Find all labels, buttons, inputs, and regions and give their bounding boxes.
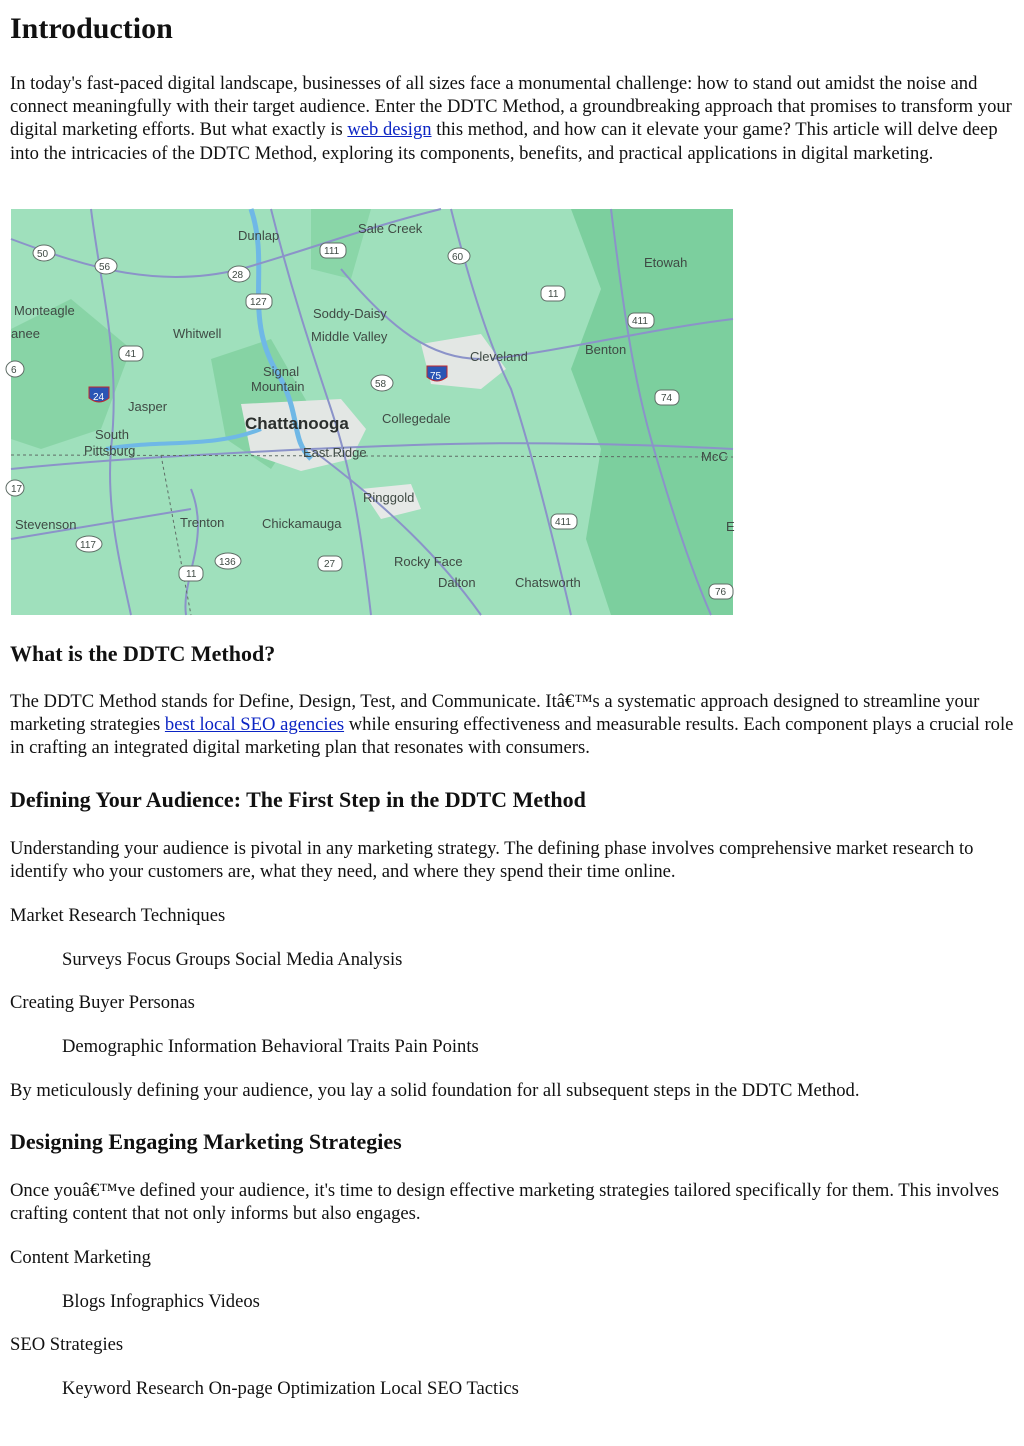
defining-list2-items: Demographic Information Behavioral Traits Pain Points bbox=[62, 1036, 479, 1057]
map-label-chatsworth: Chatsworth bbox=[515, 575, 581, 590]
map-label-mountain: Mountain bbox=[251, 379, 305, 394]
defining-closing-paragraph: By meticulously defining your audience, you lay a solid foundation for all subsequent steps in the DDTC Method. bbox=[10, 1080, 860, 1101]
shield-111: 111 bbox=[324, 246, 340, 257]
map-image bbox=[11, 209, 733, 615]
shield-11a: 11 bbox=[548, 289, 559, 300]
map-label-sale-creek: Sale Creek bbox=[358, 221, 423, 236]
map-label-south: South bbox=[95, 427, 129, 442]
designing-heading: Designing Engaging Marketing Strategies bbox=[10, 1129, 402, 1154]
map-label-stevenson: Stevenson bbox=[15, 517, 77, 532]
designing-list1-title: Content Marketing bbox=[10, 1247, 151, 1268]
shield-127: 127 bbox=[250, 297, 267, 308]
defining-list2-title: Creating Buyer Personas bbox=[10, 992, 195, 1013]
designing-list2-title: SEO Strategies bbox=[10, 1334, 124, 1355]
map-label-cleveland: Cleveland bbox=[470, 349, 528, 364]
what-is-text-1: The DDTC Method stands for Define, Design, Test, and Communicate. Itâ€™s a systematic approach designed to streamline your marketing strategies bbox=[10, 691, 980, 736]
shield-75: 75 bbox=[430, 371, 442, 382]
map-label-chickamauga: Chickamauga bbox=[262, 516, 342, 531]
map-label-collegedale: Collegedale bbox=[382, 411, 451, 426]
map-label-rocky-face: Rocky Face bbox=[394, 554, 463, 569]
shield-117: 117 bbox=[80, 540, 96, 551]
map-label-pittsburg: Pittsburg bbox=[84, 443, 136, 458]
what-is-text-2: while ensuring effectiveness and measurable results. Each component plays a crucial role in crafting an integrated digital marketing plan that resonates with consumers. bbox=[10, 714, 1014, 759]
map-label-anee: anee bbox=[11, 326, 40, 341]
map-label-whitwell: Whitwell bbox=[173, 326, 222, 341]
defining-paragraph: Understanding your audience is pivotal in any marketing strategy. The defining phase involves comprehensive market research to identify who your customers are, what they need, and where they spend their time online. bbox=[10, 838, 974, 883]
map-label-benton: Benton bbox=[585, 342, 627, 357]
designing-list1-items: Blogs Infographics Videos bbox=[62, 1291, 260, 1312]
shield-11b: 11 bbox=[186, 569, 197, 580]
map-label-chattanooga: Chattanooga bbox=[245, 414, 349, 433]
map-label-ringgold: Ringgold bbox=[363, 490, 415, 505]
what-is-paragraph bbox=[10, 690, 1016, 760]
map-label-trenton: Trenton bbox=[180, 515, 225, 530]
shield-6: 6 bbox=[11, 365, 17, 376]
intro-text-2: this method, and how can it elevate your game? This article will delve deep into the intricacies of the DDTC Method, exploring its components, benefits, and practical applications in digital marketing. bbox=[10, 119, 998, 164]
shield-136: 136 bbox=[219, 557, 236, 568]
shield-56: 56 bbox=[99, 262, 111, 273]
shield-17: 17 bbox=[11, 484, 23, 495]
shield-50: 50 bbox=[37, 249, 49, 260]
web-design-link[interactable]: web design bbox=[347, 119, 432, 141]
intro-heading: Introduction bbox=[10, 12, 173, 45]
map-label-east-ridge: East Ridge bbox=[303, 445, 367, 460]
what-is-heading: What is the DDTC Method? bbox=[10, 641, 276, 666]
shield-58: 58 bbox=[375, 379, 387, 390]
shield-27: 27 bbox=[324, 559, 336, 570]
shield-28: 28 bbox=[232, 270, 244, 281]
map-label-soddy-daisy: Soddy-Daisy bbox=[313, 306, 387, 321]
shield-74: 74 bbox=[661, 393, 673, 404]
shield-60: 60 bbox=[452, 252, 464, 263]
defining-list1-items: Surveys Focus Groups Social Media Analysis bbox=[62, 949, 403, 970]
map-label-e: E bbox=[726, 519, 735, 534]
map-label-jasper: Jasper bbox=[128, 399, 168, 414]
map-label-dalton: Dalton bbox=[438, 575, 476, 590]
defining-heading: Defining Your Audience: The First Step in the DDTC Method bbox=[10, 787, 586, 812]
designing-paragraph: Once youâ€™ve defined your audience, it's time to design effective marketing strategies tailored specifically for them. This involves crafting content that not only informs but also engages. bbox=[10, 1180, 1000, 1225]
map-label-monteagle: Monteagle bbox=[14, 303, 75, 318]
map-label-etowah: Etowah bbox=[644, 255, 688, 270]
map-label-middle-valley: Middle Valley bbox=[311, 329, 388, 344]
shield-24: 24 bbox=[93, 392, 105, 403]
shield-41: 41 bbox=[125, 349, 137, 360]
shield-411b: 411 bbox=[555, 517, 571, 528]
best-local-seo-link[interactable]: best local SEO agencies bbox=[164, 714, 345, 736]
shield-76: 76 bbox=[715, 587, 727, 598]
defining-list1-title: Market Research Techniques bbox=[10, 905, 226, 926]
intro-text-1: In today's fast-paced digital landscape, businesses of all sizes face a monumental challenge: how to stand out amidst the noise and connect meaningfully with their target audience. Enter the DDTC Method, a groundbreaking approach that promises to transform your digital marketing efforts. But what exactly is bbox=[10, 73, 1012, 141]
map-label-mcc: McC bbox=[701, 449, 728, 464]
intro-paragraph bbox=[10, 72, 1016, 165]
shield-411a: 411 bbox=[632, 316, 648, 327]
map-label-signal: Signal bbox=[263, 364, 300, 379]
designing-list2-items: Keyword Research On-page Optimization Local SEO Tactics bbox=[62, 1378, 519, 1399]
map-label-dunlap: Dunlap bbox=[238, 228, 280, 243]
